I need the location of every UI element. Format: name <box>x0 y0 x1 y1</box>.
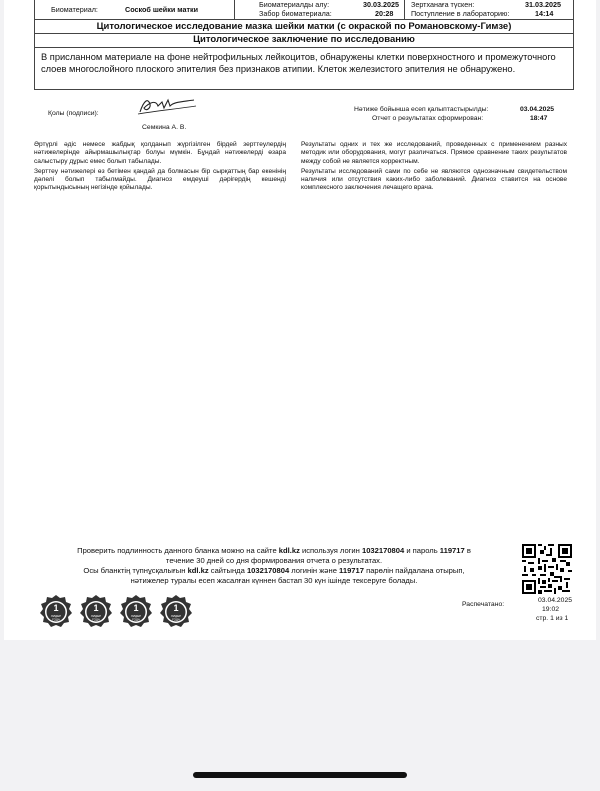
verify-login: 1032170804 <box>361 546 405 555</box>
verification-notice <box>34 546 514 586</box>
award-stamp-1-line1: ЛИДЕР <box>50 614 62 618</box>
verify-kz-password: 119717 <box>339 566 364 575</box>
report-formed-kz-label: Нәтиже бойынша есеп қалыптастырылды: <box>354 106 489 113</box>
disclaimer-kz-2: Зерттеу нәтижелері өз бетімен қандай да болмасын бір сырқаттың бар екенінің дәлелі болып табылмайды. Диагноз емдеуші дәрігердің кешенді қорытындысының негізінде қойылады. <box>34 167 286 192</box>
collection-cell <box>235 0 405 19</box>
verify-kz-text-1: Осы бланктің түпнұсқалығын <box>83 566 188 575</box>
award-stamp-4-line2: ГОДА <box>172 617 180 622</box>
report-sheet <box>4 0 596 640</box>
signature-block <box>34 96 574 136</box>
award-stamp-1-rank: 1 <box>53 603 59 613</box>
report-formed-time: 18:47 <box>530 115 548 122</box>
lab-date: 31.03.2025 <box>525 0 561 9</box>
award-stamp-4-line1: ЛИДЕР <box>170 614 182 618</box>
printed-label: Распечатано: <box>462 601 505 608</box>
award-stamps <box>38 594 198 635</box>
verify-kz-site[interactable]: kdl.kz <box>187 566 209 575</box>
verification-ru <box>34 546 514 566</box>
biomaterial-table <box>34 0 574 20</box>
award-stamp-2-line1: ЛИДЕР <box>90 614 102 618</box>
printed-time: 19:02 <box>542 606 560 613</box>
award-stamp-3-line1: ЛИДЕР <box>130 614 142 618</box>
verify-ru-text-1: Проверить подлинность данного бланка можно на сайте <box>77 546 279 555</box>
award-stamp-1-line2: ГОДА <box>52 617 60 622</box>
home-indicator[interactable] <box>193 772 407 778</box>
verify-password: 119717 <box>439 546 465 555</box>
verify-ru-text-3: и пароль <box>404 546 440 555</box>
signature-scribble-icon <box>136 96 198 116</box>
disclaimer-kz <box>34 141 286 195</box>
biomaterial-value: Соскоб шейки матки <box>125 5 198 14</box>
disclaimer-ru-2: Результаты исследований сами по себе не являются однозначным свидетельством наличия или отсутствия каких-либо заболеваний. Диагноз ставится на основе комплексного заключения лечащего врача. <box>301 167 567 192</box>
lab-ru-label: Поступление в лабораторию: <box>411 9 510 18</box>
verify-ru-text-2: используя логин <box>299 546 362 555</box>
collection-ru-label: Забор биоматериала: <box>259 9 332 18</box>
verify-kz-text-4: парөлін пайдалана отырып, <box>363 566 465 575</box>
award-stamp-2-line2: ГОДА <box>92 617 100 622</box>
disclaimer-kz-1: Әртүрлі әдіс немесе жабдық қолданып жүргізілген бірдей зерттеулердің нәтижелерінде айырмашылықтар болуы мүмкін. Бұндай нәтижелерді өзара салыстыру дұрыс емес болып табылады. <box>34 141 286 165</box>
lab-time: 14:14 <box>535 9 554 18</box>
disclaimer-ru <box>301 141 567 195</box>
award-stamp-3-rank: 1 <box>133 603 139 613</box>
verify-ru-text-5: течение 30 дней со дня формирования отчета о результатах. <box>165 556 383 565</box>
collection-date: 30.03.2025 <box>363 0 399 9</box>
study-title: Цитологическое исследование мазка шейки матки (с окраской по Романовскому-Гимзе) <box>34 20 574 34</box>
verification-kz <box>34 566 514 586</box>
printed-date: 03.04.2025 <box>538 597 573 604</box>
lab-cell <box>405 0 575 19</box>
page-count: стр. 1 из 1 <box>536 615 569 622</box>
collection-kz-label: Биоматериалды алу: <box>259 0 330 9</box>
award-stamp-2-rank: 1 <box>93 603 99 613</box>
award-stamp-4-icon <box>160 595 192 627</box>
lab-kz-label: Зертханаға түскен: <box>411 0 475 9</box>
award-stamp-3-line2: ГОДА <box>132 617 140 622</box>
conclusion-text: В присланном материале на фоне нейтрофильных лейкоцитов, обнаружены клетки поверхностного и промежуточного слоев многослойного плоского эпителия без признаков атипии. Клеток железистого эпителия не обнаружено. <box>34 47 574 90</box>
award-stamp-1-icon <box>40 595 72 627</box>
verify-ru-text-4: в <box>464 546 471 555</box>
award-stamp-3-icon <box>120 595 152 627</box>
biomaterial-cell <box>35 0 235 19</box>
qr-code-icon <box>522 544 572 594</box>
verify-kz-text-2: сайтында <box>208 566 247 575</box>
award-stamp-2-icon <box>80 595 112 627</box>
conclusion-heading: Цитологическое заключение по исследованию <box>34 34 574 48</box>
award-stamp-4-rank: 1 <box>173 603 179 613</box>
signature-name: Семкина А. В. <box>142 124 187 131</box>
report-formed-date: 03.04.2025 <box>520 106 555 113</box>
verify-kz-text-3: логинін және <box>289 566 340 575</box>
disclaimer-ru-1: Результаты одних и тех же исследований, проведенных с применением разных методик или оборудования, могут различаться. Прямое сравнение таких результатов между собой не является корректным. <box>301 141 567 165</box>
award-stamp-icons <box>38 594 198 630</box>
verify-site-link[interactable]: kdl.kz <box>278 546 300 555</box>
signature-label: Қолы (подписи): <box>48 110 99 117</box>
verify-kz-text-5: нәтижелер туралы есеп жасалған күннен бастап 30 күн ішінде тексеруге болады. <box>130 576 418 585</box>
report-formed-ru-label: Отчет о результатах сформирован: <box>372 115 484 122</box>
verify-kz-login: 1032170804 <box>246 566 290 575</box>
collection-time: 20:28 <box>375 9 394 18</box>
biomaterial-label: Биоматериал: <box>51 5 98 14</box>
